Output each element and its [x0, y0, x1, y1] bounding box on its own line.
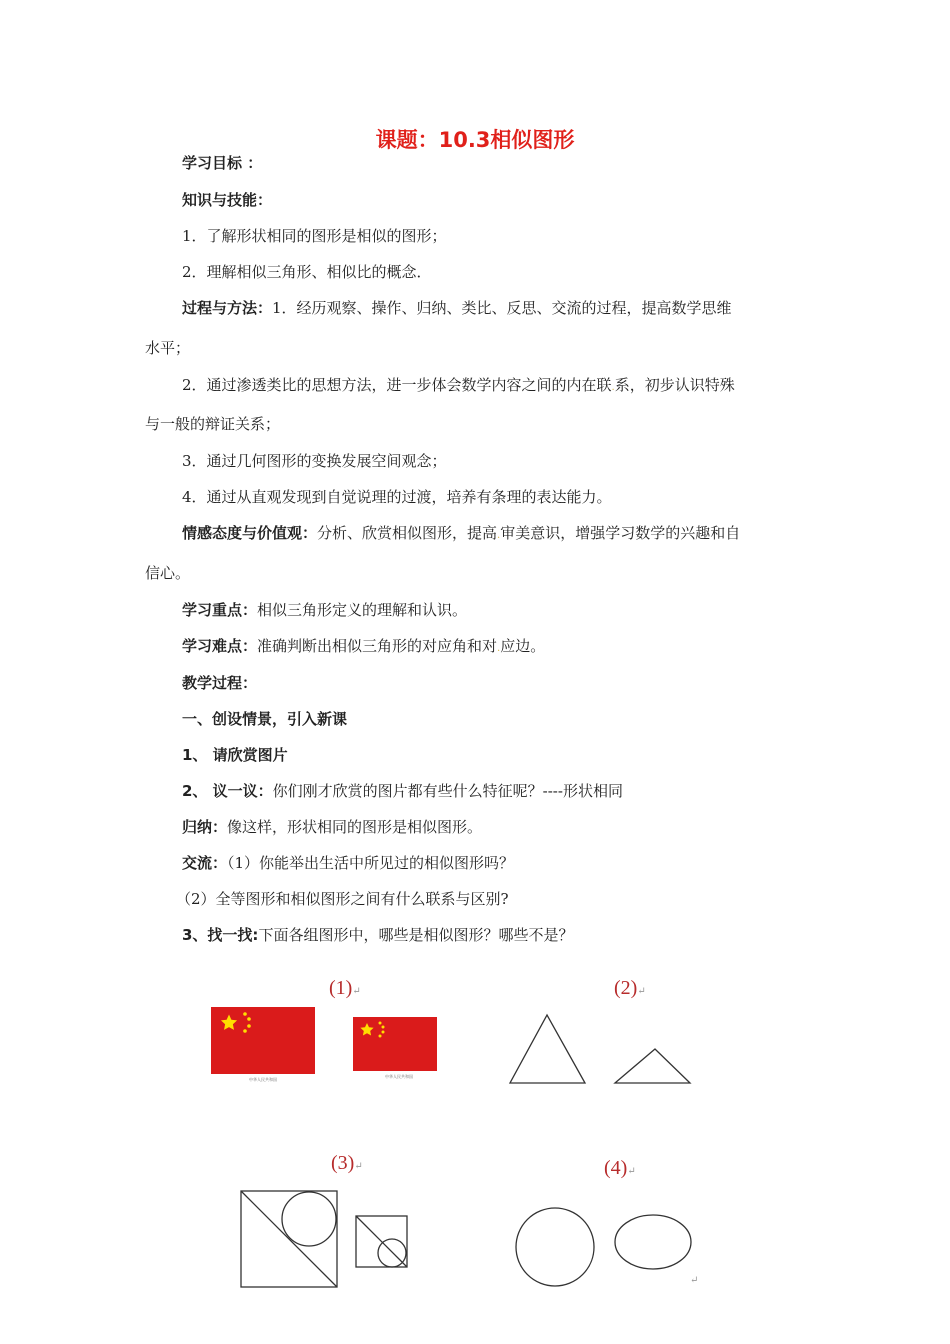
process-item-2: 2．通过渗透类比的思想方法，进一步体会数学内容之间的内在联.系，初步认识特殊: [182, 376, 735, 394]
triangle-large: [510, 1015, 585, 1083]
exchange-q2: （2）全等图形和相似图形之间有什么联系与区别?: [176, 890, 509, 908]
emotion-heading: 情感态度与价值观：: [182, 524, 318, 542]
flag-stars-icon: [211, 1007, 315, 1074]
figure-label-2: (2)↵: [614, 977, 646, 999]
figure-label-3: (3)↵: [331, 1152, 363, 1174]
step-2: 2、 议一议：你们刚才欣赏的图片都有些什么特征呢？----形状相同: [182, 782, 623, 800]
step-1: 1、 请欣赏图片: [182, 746, 288, 764]
knowledge-heading: 知识与技能：: [182, 191, 273, 209]
exchange-q1: 交流：（1）你能举出生活中所见过的相似图形吗？: [182, 854, 515, 872]
circle-ellipse-figure: [510, 1200, 700, 1295]
figure-label-1: (1)↵: [329, 977, 361, 999]
difficulty: 学习难点：准确判断出相似三角形的对应角和对.应边。: [182, 637, 546, 655]
process-heading: 过程与方法：: [182, 299, 273, 317]
process-item-2-cont: 与一般的辩证关系；: [145, 415, 281, 433]
process-item-4: 4．通过从直观发现到自觉说理的过渡，培养有条理的表达能力。: [182, 488, 612, 506]
section-1-heading: 一、创设情景，引入新课: [182, 710, 348, 728]
emotion-paragraph: 情感态度与价值观：分析、欣赏相似图形，提高.审美意识，增强学习数学的兴趣和自: [182, 524, 741, 542]
circle-in-large-square: [282, 1192, 336, 1246]
triangles-figure: [505, 1010, 695, 1090]
return-mark: ↵: [690, 1275, 699, 1286]
knowledge-item-1: 1．了解形状相同的图形是相似的图形；: [182, 227, 447, 245]
figure-label-4: (4)↵: [604, 1157, 636, 1179]
flag-small: [353, 1017, 437, 1071]
ellipse: [615, 1215, 691, 1269]
teaching-process-heading: 教学过程：: [182, 674, 258, 692]
flag-large: [211, 1007, 315, 1074]
objectives-heading: 学习目标 ：: [182, 154, 263, 172]
circle-in-small-square: [378, 1239, 406, 1267]
knowledge-item-2: 2．理解相似三角形、相似比的概念．: [182, 263, 432, 281]
flag-small-caption: 中华人民共和国: [385, 1074, 413, 1079]
page-title: 课题：10.3相似图形: [375, 128, 575, 152]
triangle-small: [615, 1049, 690, 1083]
step-3: 3、找一找:下面各组图形中，哪些是相似图形？哪些不是？: [182, 926, 574, 944]
process-item-3: 3．通过几何图形的变换发展空间观念；: [182, 452, 447, 470]
flag-stars-icon: [353, 1017, 437, 1071]
squares-circles-figure: [238, 1188, 413, 1293]
circle: [516, 1208, 594, 1286]
conclusion: 归纳：像这样，形状相同的图形是相似图形。: [182, 818, 483, 836]
process-item-1: 过程与方法：1．经历观察、操作、归纳、类比、反思、交流的过程，提高数学思维: [182, 299, 732, 317]
flag-large-caption: 中华人民共和国: [249, 1077, 277, 1082]
key-point: 学习重点：相似三角形定义的理解和认识。: [182, 601, 468, 619]
process-item-1-cont: 水平；: [145, 339, 191, 357]
emotion-paragraph-cont: 信心。: [145, 564, 191, 582]
